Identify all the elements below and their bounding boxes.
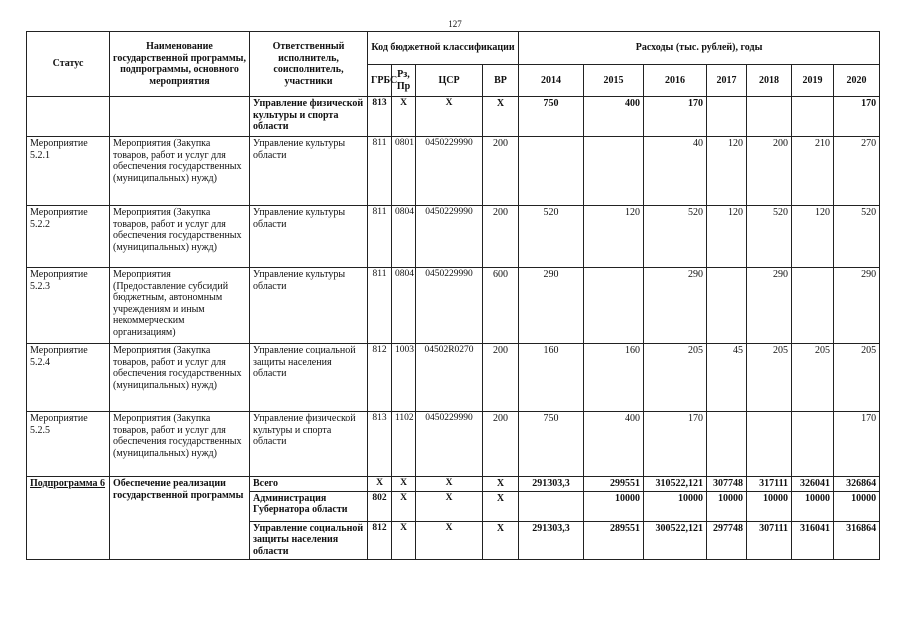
subprogram-value-2014: 291303,3 bbox=[519, 521, 584, 559]
row-value-2019: 205 bbox=[792, 344, 834, 412]
header-status: Статус bbox=[27, 32, 110, 97]
row-value-2018 bbox=[747, 97, 792, 137]
row-value-2018 bbox=[747, 412, 792, 477]
header-year: 2018 bbox=[747, 65, 792, 97]
subprogram-csr: X bbox=[416, 521, 483, 559]
row-csr: 04502R0270 bbox=[416, 344, 483, 412]
subprogram-value-2020: 316864 bbox=[834, 521, 880, 559]
row-name: Мероприятия (Закупка товаров, работ и услуг для обеспечения государственных (муниципальных) нужд) bbox=[110, 344, 250, 412]
subprogram-value-2015: 299551 bbox=[584, 477, 644, 492]
subprogram-value-2019: 326041 bbox=[792, 477, 834, 492]
row-value-2014: 290 bbox=[519, 268, 584, 344]
subprogram-status: Подпрограмма 6 bbox=[27, 477, 110, 560]
header-rzpr: Рз, Пр bbox=[392, 65, 416, 97]
subprogram-grbs: X bbox=[368, 477, 392, 492]
row-value-2016: 40 bbox=[644, 137, 707, 206]
subprogram-rzpr: X bbox=[392, 521, 416, 559]
header-budget-code: Код бюджетной классификации bbox=[368, 32, 519, 65]
subprogram-csr: X bbox=[416, 477, 483, 492]
row-name: Мероприятия (Закупка товаров, работ и услуг для обеспечения государственных (муниципальных) нужд) bbox=[110, 206, 250, 268]
subprogram-executor: Всего bbox=[250, 477, 368, 492]
row-csr: 0450229990 bbox=[416, 412, 483, 477]
row-rzpr: 1003 bbox=[392, 344, 416, 412]
row-value-2014: 520 bbox=[519, 206, 584, 268]
row-rzpr: 0804 bbox=[392, 268, 416, 344]
subprogram-value-2019: 316041 bbox=[792, 521, 834, 559]
subprogram-name: Обеспечение реализации государственной программы bbox=[110, 477, 250, 560]
subprogram-value-2017: 10000 bbox=[707, 491, 747, 521]
subprogram-grbs: 812 bbox=[368, 521, 392, 559]
header-grbs: ГРБС bbox=[368, 65, 392, 97]
row-status: Мероприятие 5.2.3 bbox=[27, 268, 110, 344]
row-value-2017: 45 bbox=[707, 344, 747, 412]
row-status: Мероприятие 5.2.1 bbox=[27, 137, 110, 206]
row-value-2020: 205 bbox=[834, 344, 880, 412]
row-value-2016: 520 bbox=[644, 206, 707, 268]
row-status: Мероприятие 5.2.2 bbox=[27, 206, 110, 268]
row-value-2015 bbox=[584, 137, 644, 206]
row-name: Мероприятия (Закупка товаров, работ и услуг для обеспечения государственных (муниципальных) нужд) bbox=[110, 137, 250, 206]
table-row bbox=[27, 97, 880, 137]
subprogram-grbs: 802 bbox=[368, 491, 392, 521]
row-executor: Управление культуры области bbox=[250, 206, 368, 268]
table-row bbox=[27, 206, 880, 268]
row-grbs: 811 bbox=[368, 137, 392, 206]
row-value-2020: 270 bbox=[834, 137, 880, 206]
row-value-2016: 205 bbox=[644, 344, 707, 412]
row-value-2019 bbox=[792, 412, 834, 477]
row-value-2018: 200 bbox=[747, 137, 792, 206]
header-csr: ЦСР bbox=[416, 65, 483, 97]
header-name: Наименование государственной программы, подпрограммы, основного мероприятия bbox=[110, 32, 250, 97]
row-csr: X bbox=[416, 97, 483, 137]
table-body bbox=[27, 97, 880, 560]
row-grbs: 813 bbox=[368, 97, 392, 137]
row-vr: 600 bbox=[483, 268, 519, 344]
table-row bbox=[27, 344, 880, 412]
row-status: Мероприятие 5.2.5 bbox=[27, 412, 110, 477]
row-value-2014: 750 bbox=[519, 97, 584, 137]
header-year: 2019 bbox=[792, 65, 834, 97]
row-value-2016: 290 bbox=[644, 268, 707, 344]
row-name: Мероприятия (Закупка товаров, работ и услуг для обеспечения государственных (муниципальных) нужд) bbox=[110, 412, 250, 477]
subprogram-value-2019: 10000 bbox=[792, 491, 834, 521]
subprogram-value-2016: 10000 bbox=[644, 491, 707, 521]
row-csr: 0450229990 bbox=[416, 137, 483, 206]
row-value-2019: 120 bbox=[792, 206, 834, 268]
subprogram-executor: Администрация Губернатора области bbox=[250, 491, 368, 521]
header-expenses: Расходы (тыс. рублей), годы bbox=[519, 32, 880, 65]
subprogram-row bbox=[27, 477, 880, 492]
row-value-2017: 120 bbox=[707, 206, 747, 268]
row-executor: Управление культуры области bbox=[250, 268, 368, 344]
row-value-2015 bbox=[584, 268, 644, 344]
row-status bbox=[27, 97, 110, 137]
subprogram-value-2014 bbox=[519, 491, 584, 521]
header-year: 2016 bbox=[644, 65, 707, 97]
row-csr: 0450229990 bbox=[416, 268, 483, 344]
row-value-2017 bbox=[707, 97, 747, 137]
table-row bbox=[27, 412, 880, 477]
row-value-2018: 520 bbox=[747, 206, 792, 268]
row-rzpr: 1102 bbox=[392, 412, 416, 477]
subprogram-value-2015: 289551 bbox=[584, 521, 644, 559]
header-year: 2017 bbox=[707, 65, 747, 97]
subprogram-value-2020: 326864 bbox=[834, 477, 880, 492]
row-executor: Управление физической культуры и спорта области bbox=[250, 412, 368, 477]
row-value-2020: 290 bbox=[834, 268, 880, 344]
subprogram-executor: Управление социальной защиты населения области bbox=[250, 521, 368, 559]
page-number: 127 bbox=[448, 19, 462, 29]
row-value-2014: 160 bbox=[519, 344, 584, 412]
row-value-2014: 750 bbox=[519, 412, 584, 477]
row-value-2015: 400 bbox=[584, 412, 644, 477]
row-vr: 200 bbox=[483, 206, 519, 268]
row-value-2017: 120 bbox=[707, 137, 747, 206]
row-value-2020: 170 bbox=[834, 412, 880, 477]
subprogram-csr: X bbox=[416, 491, 483, 521]
row-vr: X bbox=[483, 97, 519, 137]
subprogram-rzpr: X bbox=[392, 477, 416, 492]
subprogram-value-2018: 10000 bbox=[747, 491, 792, 521]
row-value-2019: 210 bbox=[792, 137, 834, 206]
row-csr: 0450229990 bbox=[416, 206, 483, 268]
row-value-2018: 205 bbox=[747, 344, 792, 412]
row-grbs: 811 bbox=[368, 268, 392, 344]
row-value-2017 bbox=[707, 412, 747, 477]
header-executor: Ответственный исполнитель, соисполнитель, участники bbox=[250, 32, 368, 97]
row-value-2015: 120 bbox=[584, 206, 644, 268]
row-grbs: 811 bbox=[368, 206, 392, 268]
row-value-2020: 520 bbox=[834, 206, 880, 268]
row-value-2020: 170 bbox=[834, 97, 880, 137]
subprogram-vr: X bbox=[483, 521, 519, 559]
row-value-2018: 290 bbox=[747, 268, 792, 344]
row-vr: 200 bbox=[483, 412, 519, 477]
subprogram-value-2016: 300522,121 bbox=[644, 521, 707, 559]
row-rzpr: X bbox=[392, 97, 416, 137]
subprogram-value-2016: 310522,121 bbox=[644, 477, 707, 492]
subprogram-vr: X bbox=[483, 477, 519, 492]
row-value-2019 bbox=[792, 97, 834, 137]
header-year: 2015 bbox=[584, 65, 644, 97]
row-executor: Управление физической культуры и спорта области bbox=[250, 97, 368, 137]
row-status: Мероприятие 5.2.4 bbox=[27, 344, 110, 412]
row-value-2014 bbox=[519, 137, 584, 206]
subprogram-rzpr: X bbox=[392, 491, 416, 521]
row-grbs: 813 bbox=[368, 412, 392, 477]
row-value-2015: 160 bbox=[584, 344, 644, 412]
row-grbs: 812 bbox=[368, 344, 392, 412]
row-value-2016: 170 bbox=[644, 97, 707, 137]
row-executor: Управление социальной защиты населения области bbox=[250, 344, 368, 412]
header-vr: ВР bbox=[483, 65, 519, 97]
subprogram-value-2020: 10000 bbox=[834, 491, 880, 521]
subprogram-value-2015: 10000 bbox=[584, 491, 644, 521]
row-value-2017 bbox=[707, 268, 747, 344]
subprogram-value-2018: 307111 bbox=[747, 521, 792, 559]
header-year: 2014 bbox=[519, 65, 584, 97]
budget-table bbox=[26, 31, 880, 560]
row-vr: 200 bbox=[483, 344, 519, 412]
subprogram-value-2017: 307748 bbox=[707, 477, 747, 492]
row-value-2019 bbox=[792, 268, 834, 344]
row-rzpr: 0804 bbox=[392, 206, 416, 268]
row-value-2015: 400 bbox=[584, 97, 644, 137]
row-name bbox=[110, 97, 250, 137]
header-year: 2020 bbox=[834, 65, 880, 97]
table-row bbox=[27, 137, 880, 206]
subprogram-value-2017: 297748 bbox=[707, 521, 747, 559]
subprogram-value-2018: 317111 bbox=[747, 477, 792, 492]
row-rzpr: 0801 bbox=[392, 137, 416, 206]
row-vr: 200 bbox=[483, 137, 519, 206]
table-row bbox=[27, 268, 880, 344]
row-value-2016: 170 bbox=[644, 412, 707, 477]
row-name: Мероприятия (Предоставление субсидий бюджетным, автономным учреждениям и иным некоммерческим организациям) bbox=[110, 268, 250, 344]
subprogram-value-2014: 291303,3 bbox=[519, 477, 584, 492]
table-header bbox=[27, 32, 880, 97]
row-executor: Управление культуры области bbox=[250, 137, 368, 206]
subprogram-vr: X bbox=[483, 491, 519, 521]
